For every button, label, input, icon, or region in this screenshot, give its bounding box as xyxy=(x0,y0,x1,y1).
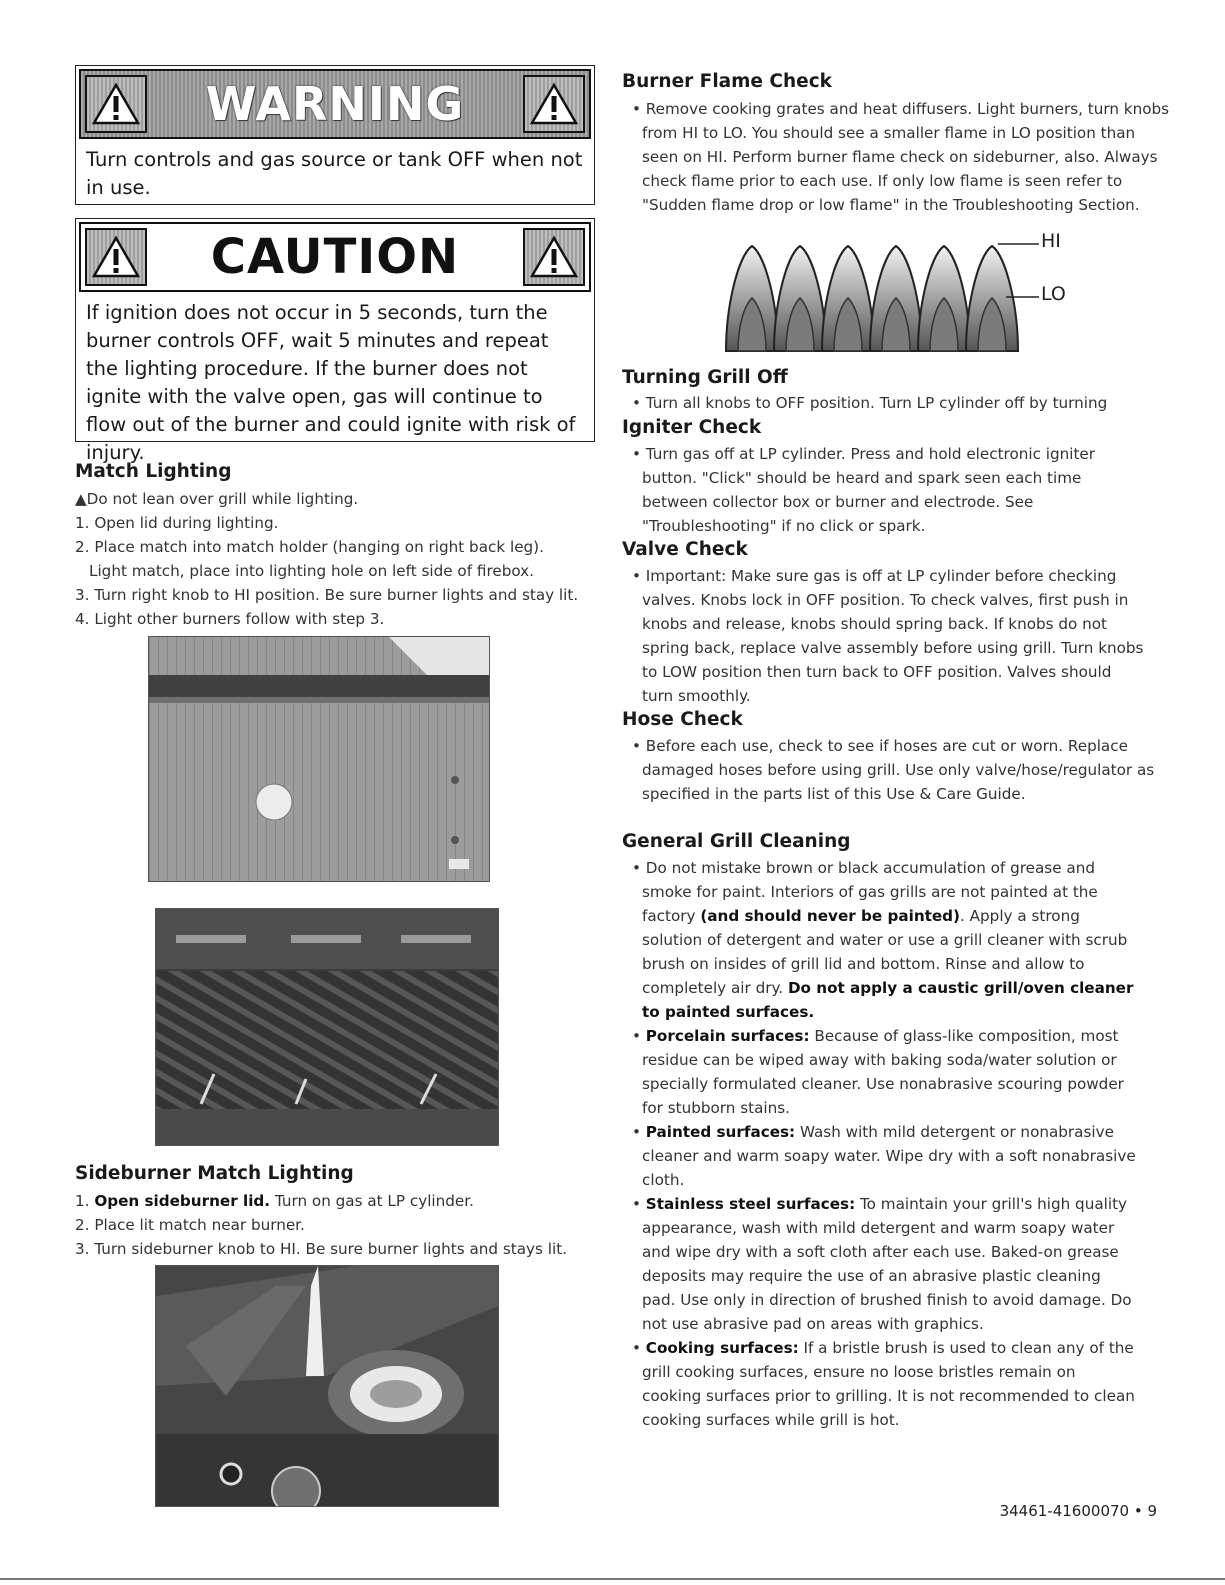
warning-heading: WARNING xyxy=(205,77,465,131)
hose-body: Before each use, check to see if hoses are cut or worn. Replace damaged hoses before using grill. Use only valve/hose/regulator as specified in the parts list of this Use & Care Guide. xyxy=(642,737,1155,803)
sideburner-step-2: 2. Place lit match near burner. xyxy=(75,1216,305,1234)
warning-box xyxy=(75,65,595,205)
stainless-label: Stainless steel surfaces: xyxy=(645,1195,856,1213)
cleaning-painted xyxy=(632,1120,1137,1192)
flame-check-text xyxy=(632,97,1172,217)
hose-title: Hose Check xyxy=(622,709,743,730)
painted-label: Painted surfaces: xyxy=(645,1123,796,1141)
bottom-rule xyxy=(0,1578,1225,1580)
cleaning-text xyxy=(632,856,1137,1432)
sideburner-step-1-rest: Turn on gas at LP cylinder. xyxy=(270,1192,474,1210)
valve-body: Important: Make sure gas is off at LP cylinder before checking valves. Knobs lock in OFF position. To check valves, first push in knobs and release, knobs should spring back. If knobs do not spring back, replace valve assembly before using grill. Turn knobs to LOW position then turn back to OFF position. Valves should turn smoothly. xyxy=(642,567,1144,705)
bullet: • xyxy=(632,445,641,463)
warning-triangle-icon-right xyxy=(523,75,585,133)
flame-label-lo: LO xyxy=(1041,283,1066,305)
sideburner-step-1-bold: Open sideburner lid. xyxy=(94,1192,271,1210)
bullet: • xyxy=(632,737,641,755)
match-lighting-line: 3. Turn right knob to HI position. Be sure burner lights and stay lit. xyxy=(75,586,579,604)
caution-triangle-icon-left xyxy=(85,228,147,286)
warning-header xyxy=(79,69,591,139)
bullet: • xyxy=(632,1195,641,1213)
cooking-text: If a bristle brush is used to clean any of the grill cooking surfaces, ensure no loose bristles remain on cooking surfaces prior to grilling. It is not recommended to clean cooking surfaces while grill is hot. xyxy=(642,1339,1135,1429)
porcelain-text: Because of glass-like composition, most residue can be wiped away with baking soda/water solution or specially formulated cleaner. Use nonabrasive scouring powder for stubborn stains. xyxy=(642,1027,1124,1117)
match-lighting-line: ▲Do not lean over grill while lighting. xyxy=(75,490,359,508)
bullet: • xyxy=(632,567,641,585)
bullet: • xyxy=(632,1339,641,1357)
cleaning-p1d: Do not apply a caustic grill/oven cleaner to painted surfaces. xyxy=(642,979,1134,1021)
sideburner-photo xyxy=(155,1265,499,1507)
warning-triangle-icon-left xyxy=(85,75,147,133)
sideburner-step-1-number: 1. xyxy=(75,1192,95,1210)
sideburner-step-3: 3. Turn sideburner knob to HI. Be sure burner lights and stays lit. xyxy=(75,1240,567,1258)
porcelain-label: Porcelain surfaces: xyxy=(645,1027,810,1045)
warning-text: Turn controls and gas source or tank OFF when not in use. xyxy=(86,148,583,199)
cleaning-paragraph-1 xyxy=(632,856,1137,1024)
flame-check-body: Remove cooking grates and heat diffusers. Light burners, turn knobs from HI to LO. You should see a smaller flame in LO position than seen on HI. Perform burner flame check on sideburner, also. Always check flame prior to each use. If only low flame is seen refer to "Sudden flame drop or low flame" in the Troubleshooting Section. xyxy=(642,100,1170,214)
firebox-lighting-hole-photo xyxy=(148,636,490,882)
flame-check-title: Burner Flame Check xyxy=(622,71,832,92)
bullet: • xyxy=(632,859,641,877)
match-lighting-line: Light match, place into lighting hole on left side of firebox. xyxy=(89,562,534,580)
match-lighting-line: 1. Open lid during lighting. xyxy=(75,514,279,532)
igniter-title: Igniter Check xyxy=(622,417,762,438)
cleaning-p1b: (and should never be painted) xyxy=(700,907,960,925)
bullet: • xyxy=(632,1123,641,1141)
sideburner-step-1 xyxy=(75,1189,595,1213)
bullet: • xyxy=(632,394,641,412)
grill-burners-photo xyxy=(155,908,499,1146)
igniter-text xyxy=(632,442,1122,538)
painted-text: Wash with mild detergent or nonabrasive cleaner and warm soapy water. Wipe dry with a soft nonabrasive cloth. xyxy=(642,1123,1136,1189)
valve-title: Valve Check xyxy=(622,539,748,560)
match-lighting-title: Match Lighting xyxy=(75,461,232,482)
grill-off-title: Turning Grill Off xyxy=(622,367,788,388)
flame-label-hi: HI xyxy=(1041,230,1061,252)
cleaning-p1c: . Apply a strong solution of detergent and water or use a grill cleaner with scrub brush on insides of grill lid and bottom. Rinse and allow to completely air dry. xyxy=(642,907,1128,997)
caution-text: If ignition does not occur in 5 seconds, turn the burner controls OFF, wait 5 minutes and repeat the lighting procedure. If the burner does not ignite with the valve open, gas will continue to flow out of the burner and could ignite with risk of injury. xyxy=(86,301,576,464)
match-lighting-line: 2. Place match into match holder (hanging on right back leg). xyxy=(75,538,544,556)
cooking-label: Cooking surfaces: xyxy=(645,1339,799,1357)
flame-diagram xyxy=(716,230,1076,356)
bullet: • xyxy=(632,1027,641,1045)
grill-off-body: Turn all knobs to OFF position. Turn LP cylinder off by turning xyxy=(645,394,1108,412)
match-lighting-line: 4. Light other burners follow with step 3. xyxy=(75,610,385,628)
caution-triangle-icon-right xyxy=(523,228,585,286)
stainless-text: To maintain your grill's high quality appearance, wash with mild detergent and warm soapy water and wipe dry with a soft cloth after each use. Baked-on grease deposits may require the use of an abrasive plastic cleaning pad. Use only in direction of brushed finish to avoid damage. Do not use abrasive pad on areas with graphics. xyxy=(642,1195,1132,1333)
cleaning-stainless xyxy=(632,1192,1137,1336)
match-lighting-steps xyxy=(75,487,595,631)
igniter-body: Turn gas off at LP cylinder. Press and hold electronic igniter button. "Click" should be heard and spark seen each time between collector box or burner and electrode. See "Troubleshooting" if no click or spark. xyxy=(642,445,1096,535)
page-number: 34461-41600070 • 9 xyxy=(999,1502,1157,1520)
cleaning-p1a: Do not mistake brown or black accumulation of grease and smoke for paint. Interiors of gas grills are not painted at the factory xyxy=(642,859,1098,925)
hose-text xyxy=(632,734,1177,806)
sideburner-steps xyxy=(75,1189,595,1261)
grill-off-text xyxy=(632,391,1172,415)
cleaning-title: General Grill Cleaning xyxy=(622,831,851,852)
caution-heading: CAUTION xyxy=(210,229,460,285)
caution-box xyxy=(75,218,595,464)
cleaning-cooking xyxy=(632,1336,1137,1432)
bullet: • xyxy=(632,100,641,118)
cleaning-porcelain xyxy=(632,1024,1137,1120)
sideburner-title: Sideburner Match Lighting xyxy=(75,1163,354,1184)
caution-header xyxy=(79,222,591,292)
flame-shapes xyxy=(726,246,1018,351)
valve-text xyxy=(632,564,1147,708)
